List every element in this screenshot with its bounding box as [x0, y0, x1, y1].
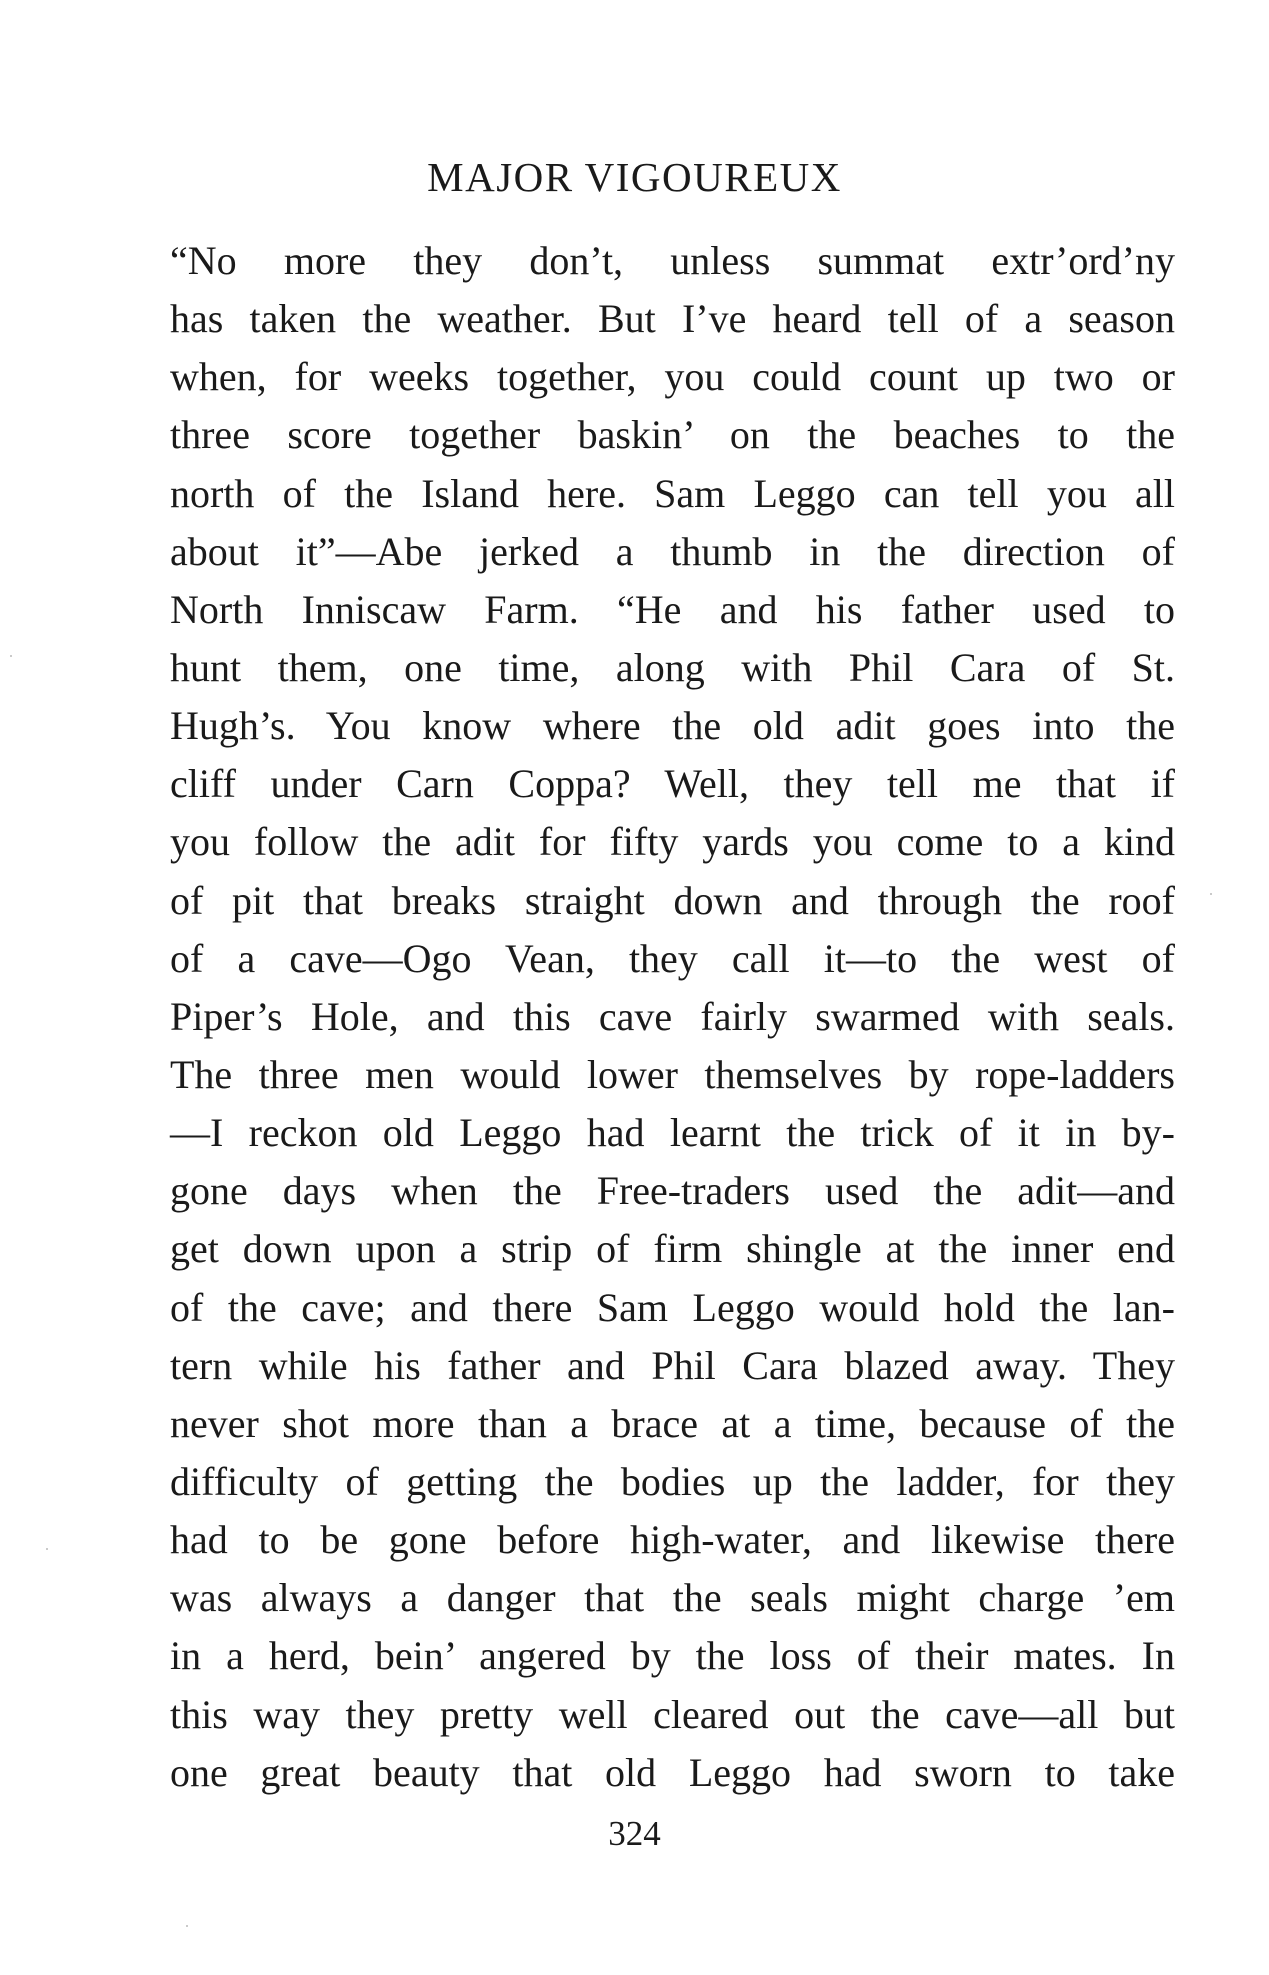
text-line: north of the Island here. Sam Leggo can tell you all: [170, 470, 1175, 516]
text-line: you follow the adit for fifty yards you come to a kind: [170, 819, 1175, 865]
text-line: difficulty of getting the bodies up the ladder, for they: [170, 1458, 1175, 1504]
text-line: get down upon a strip of firm shingle at the inner end: [170, 1226, 1175, 1272]
text-line: —I reckon old Leggo had learnt the trick of it in by-: [170, 1110, 1175, 1156]
body-text: [170, 232, 1175, 1802]
text-line: Piper’s Hole, and this cave fairly swarmed with seals.: [170, 993, 1175, 1039]
running-head: MAJOR VIGOUREUX: [427, 154, 842, 200]
text-line: “No more they don’t, unless summat extr’ord’ny: [170, 238, 1175, 283]
paper-speck: [46, 1548, 48, 1550]
text-line: cliff under Carn Coppa? Well, they tell me that if: [170, 761, 1175, 807]
page-number: 324: [608, 1814, 661, 1853]
text-line: three score together baskin’ on the beaches to the: [170, 412, 1175, 458]
text-line: was always a danger that the seals might charge ’em: [170, 1575, 1175, 1621]
text-line: tern while his father and Phil Cara blazed away. They: [170, 1342, 1175, 1388]
text-line: never shot more than a brace at a time, because of the: [170, 1400, 1175, 1446]
text-line: of pit that breaks straight down and through the roof: [170, 877, 1175, 923]
text-line: one great beauty that old Leggo had sworn to take: [170, 1749, 1175, 1795]
text-line: has taken the weather. But I’ve heard tell of a season: [170, 296, 1175, 342]
text-line: Hugh’s. You know where the old adit goes into the: [170, 703, 1175, 749]
text-line: in a herd, bein’ angered by the loss of their mates. In: [170, 1633, 1175, 1679]
text-line: about it”—Abe jerked a thumb in the direction of: [170, 528, 1175, 574]
text-line: had to be gone before high-water, and likewise there: [170, 1517, 1175, 1563]
text-line: when, for weeks together, you could count up two or: [170, 354, 1175, 400]
text-line: this way they pretty well cleared out the cave—all but: [170, 1691, 1175, 1737]
text-line: The three men would lower themselves by rope-ladders: [170, 1051, 1175, 1097]
text-line: North Inniscaw Farm. “He and his father used to: [170, 586, 1175, 632]
text-line: of the cave; and there Sam Leggo would hold the lan-: [170, 1284, 1175, 1330]
text-line: of a cave—Ogo Vean, they call it—to the west of: [170, 935, 1175, 981]
paper-speck: [1210, 893, 1212, 895]
paper-speck: [10, 655, 12, 657]
text-line: gone days when the Free-traders used the adit—and: [170, 1168, 1175, 1214]
text-line: hunt them, one time, along with Phil Cara of St.: [170, 644, 1175, 690]
paper-speck: [186, 1925, 188, 1927]
